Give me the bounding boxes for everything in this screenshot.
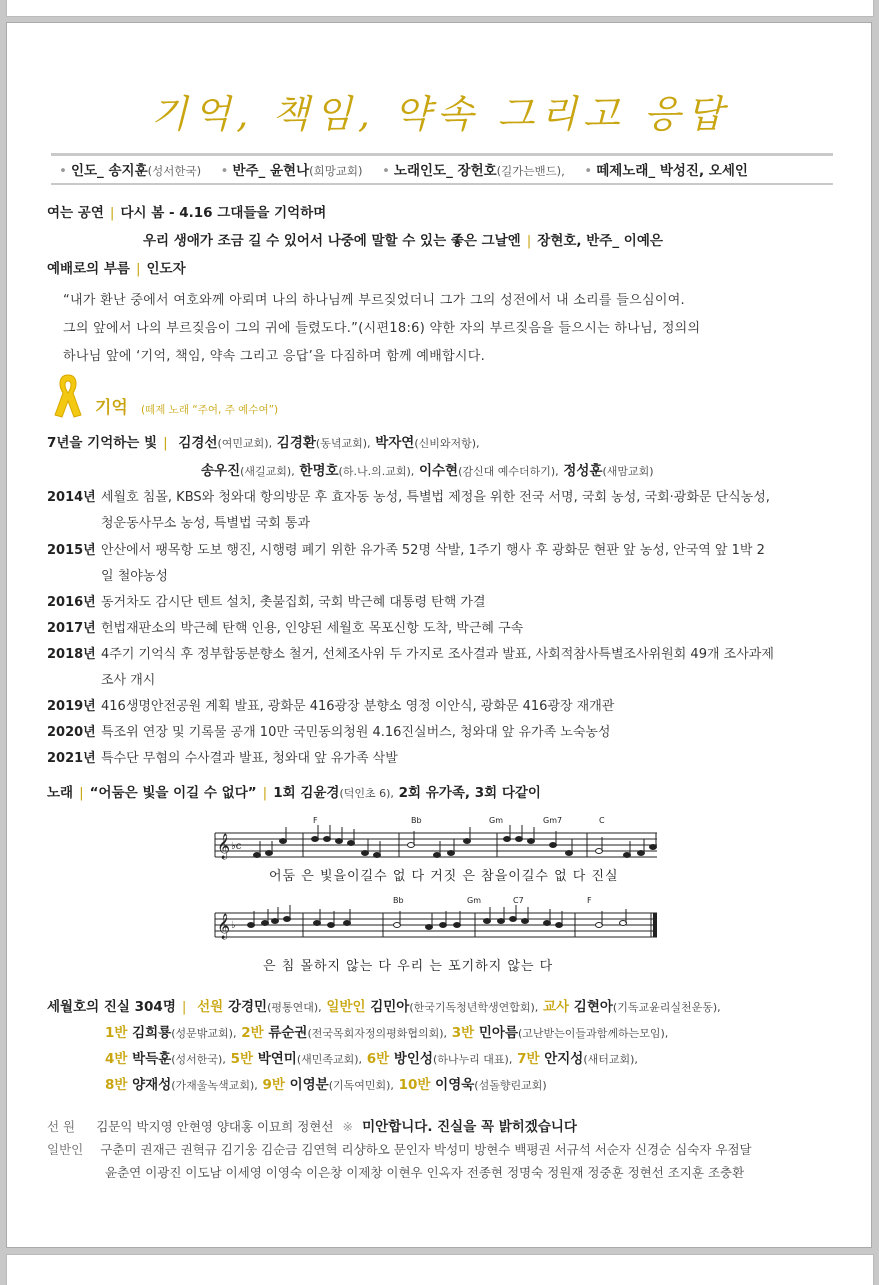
timeline-text: 특조위 연장 및 기록물 공개 10만 국민동의청원 4.16진실버스, 청와대 앞 유가족 노숙농성: [101, 725, 611, 740]
timeline-year: 2017년: [47, 621, 96, 636]
truth-row-2: 1반 김희룡(성문밖교회), 2반 류순권(전국목회자정의평화협의회), 3반 민아름(고난받는이들과함께하는모임),: [105, 1025, 669, 1041]
chord-label: F: [587, 896, 592, 905]
crew-line: 선 원 김문익 박지영 안현영 양대홍 이묘희 정현선 ※ 미안합니다. 진실을 꼭 밝히겠습니다: [47, 1119, 577, 1135]
timeline-year: 2018년: [47, 647, 96, 662]
chord-label: Gm7: [543, 816, 563, 825]
chord-label: C7: [513, 896, 524, 905]
call-text-line-1: “내가 환난 중에서 여호와께 아뢰며 나의 하나님께 부르짖었더니 그가 그의 성전에서 내 소리를 들으심이여.: [63, 293, 685, 308]
svg-text:♭: ♭: [231, 920, 236, 931]
timeline-text: 조사 개시: [101, 673, 156, 688]
previous-page-edge: [6, 0, 874, 17]
call-text-line-2: 그의 앞에서 나의 부르짖음이 그의 귀에 들렸도다.”(시편18:6) 약한 자의 부르짖음을 들으시는 하나님, 정의의: [63, 321, 701, 336]
timeline-year: 2014년: [47, 490, 96, 505]
timeline-year: 2019년: [47, 699, 96, 714]
memory-readers-row-1: 7년을 기억하는 빛 | 김경선(여민교회), 김경환(동녘교회), 박자연(신비와저항),: [47, 435, 480, 451]
timeline-year: 2021년: [47, 751, 96, 766]
chord-label: Bb: [411, 816, 422, 825]
sheet-music: [207, 813, 667, 1013]
top-divider: [51, 153, 833, 156]
call-text-line-3: 하나님 앞에 ‘기억, 책임, 약속 그리고 응답’을 다짐하며 함께 예배합시다.: [63, 349, 486, 364]
svg-text:𝄞: 𝄞: [217, 834, 231, 859]
memory-readers-row-2: 송우진(새길교회), 한명호(하.나.의.교회), 이수현(감신대 예수더하기), 정성훈(새맘교회): [201, 463, 654, 479]
svg-text:𝄞: 𝄞: [217, 914, 231, 939]
truth-row-4: 8반 양재성(가재울녹색교회), 9반 이영분(기독여민회), 10반 이영욱(섬돌향린교회): [105, 1077, 547, 1093]
call-to-worship: 예배로의 부름 | 인도자: [47, 261, 186, 277]
chord-label: F: [313, 816, 318, 825]
lyrics-line-1: 어둠 은 빛을이길수 없 다 거짓 은 참을이길수 없 다 진실: [269, 869, 619, 884]
timeline-year: 2020년: [47, 725, 96, 740]
opening-line-2: 우리 생애가 조금 길 수 있어서 나중에 말할 수 있는 좋은 그날엔 | 장현호, 반주_ 이예은: [143, 233, 663, 249]
roles-divider: [51, 183, 833, 185]
document-page: [6, 22, 872, 1248]
chord-label: Gm: [467, 896, 481, 905]
truth-row-3: 4반 박득훈(성서한국), 5반 박연미(새민족교회), 6반 방인성(하나누리 대표), 7반 안지성(새터교회),: [105, 1051, 638, 1067]
lyrics-line-2: 은 침 몰하지 않는 다 우리 는 포기하지 않는 다: [263, 959, 554, 974]
civilians-line-1: 일반인 구춘미 권재근 권혁규 김기웅 김순금 김연혁 리샹하오 문인자 박성미 방현수 백평권 서규석 서순자 신경순 심숙자 우점달: [47, 1142, 752, 1157]
timeline-text: 세월호 침몰, KBS와 청와대 항의방문 후 효자동 농성, 특별법 제정을 위한 전국 서명, 국회 농성, 국회·광화문 단식농성,: [101, 490, 770, 505]
section-memory-heading: 기억 (떼제 노래 “주여, 주 예수여”): [95, 398, 279, 418]
roles-line: • 인도_ 송지훈(성서한국) • 반주_ 윤현나(희망교회) • 노래인도_ 장헌호(길가는밴드), • 떼제노래_ 박성진, 오세인: [59, 163, 748, 179]
timeline-year: 2015년: [47, 543, 96, 558]
timeline-text: 일 철야농성: [101, 569, 168, 584]
timeline-text: 특수단 무혐의 수사결과 발표, 청와대 앞 유가족 삭발: [101, 751, 398, 766]
yellow-ribbon-icon: [51, 371, 85, 421]
timeline-year: 2016년: [47, 595, 96, 610]
song-line: 노래 | “어둠은 빛을 이길 수 없다” | 1회 김윤경(덕인초 6), 2회 유가족, 3회 다같이: [47, 785, 541, 801]
timeline-text: 안산에서 팽목항 도보 행진, 시행령 폐기 위한 유가족 52명 삭발, 1주기 행사 후 광화문 현판 앞 농성, 안국역 앞 1박 2: [101, 543, 765, 558]
chord-label: C: [599, 816, 605, 825]
svg-text:♭c: ♭c: [231, 841, 242, 852]
truth-row-1: 세월호의 진실 304명 | 선원 강경민(평통연대), 일반인 김민아(한국기독청년학생연합회), 교사 김현아(기독교윤리실천운동),: [47, 999, 721, 1015]
timeline-text: 헌법재판소의 박근혜 탄핵 인용, 인양된 세월호 목포신항 도착, 박근혜 구속: [101, 621, 524, 636]
page-title: 기억, 책임, 약속 그리고 응답: [150, 92, 730, 136]
timeline-text: 4주기 기억식 후 정부합동분향소 철거, 선체조사위 두 가지로 조사결과 발표, 사회적참사특별조사위원회 49개 조사과제: [101, 647, 774, 662]
chord-label: Gm: [489, 816, 503, 825]
timeline-text: 청운동사무소 농성, 특별법 국회 통과: [101, 516, 311, 531]
timeline-text: 동거차도 감시단 텐트 설치, 촛불집회, 국회 박근혜 대통령 탄핵 가결: [101, 595, 486, 610]
civilians-line-2: 윤춘연 이광진 이도남 이세영 이영숙 이은창 이제창 이현우 인옥자 전종현 정명숙 정원재 정중훈 정현선 조지훈 조충환: [105, 1165, 745, 1180]
next-page-edge: [6, 1254, 874, 1285]
chord-label: Bb: [393, 896, 404, 905]
opening-line: 여는 공연 | 다시 봄 - 4.16 그대들을 기억하며: [47, 205, 327, 221]
timeline-text: 416생명안전공원 계획 발표, 광화문 416광장 분향소 영정 이안식, 광화문 416광장 재개관: [101, 699, 615, 714]
